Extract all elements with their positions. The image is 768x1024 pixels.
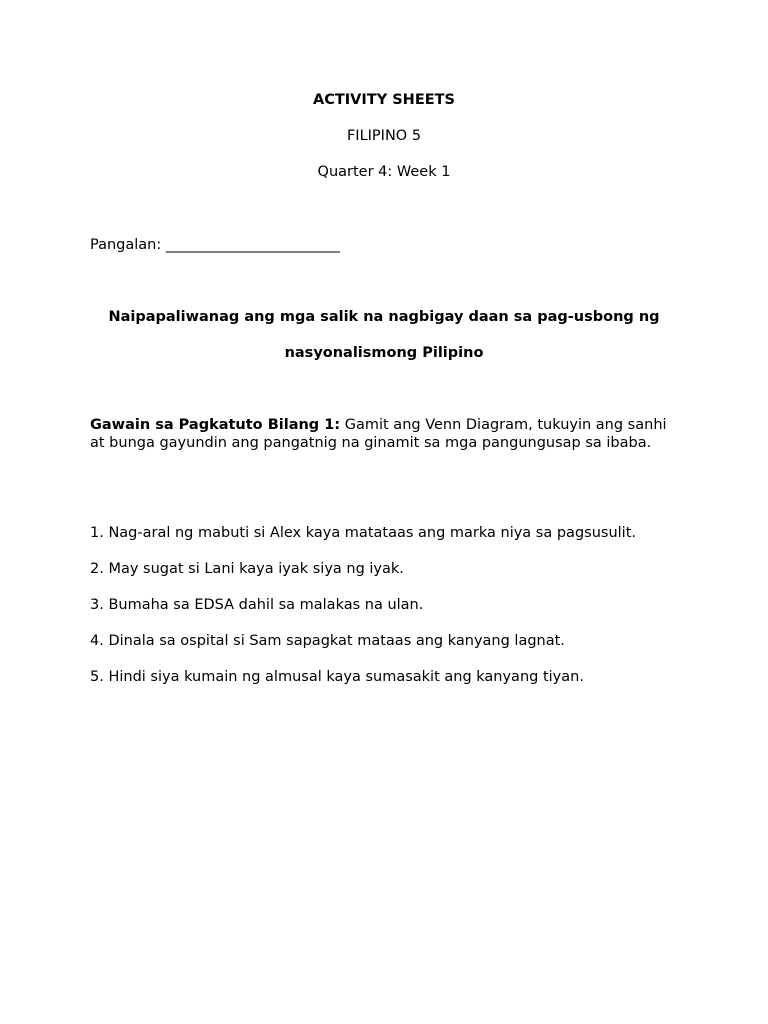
activity-instructions [90, 416, 680, 452]
document-title: ACTIVITY SHEETS [313, 92, 455, 108]
list-item-2: 2. May sugat si Lani kaya iyak siya ng iyak. [90, 561, 404, 577]
activity-text: Gamit ang Venn Diagram, tukuyin ang sanhi at bunga gayundin ang pangatnig na ginamit sa mga pangungusap sa ibaba. [90, 417, 667, 451]
quarter-line: Quarter 4: Week 1 [317, 164, 451, 180]
name-label: Pangalan: [90, 237, 162, 253]
list-item-3: 3. Bumaha sa EDSA dahil sa malakas na ulan. [90, 597, 424, 613]
activity-label: Gawain sa Pagkatuto Bilang 1: [90, 417, 341, 433]
name-blank-line: ________________________ [165, 237, 340, 253]
list-item-1: 1. Nag-aral ng mabuti si Alex kaya matataas ang marka niya sa pagsusulit. [90, 525, 636, 541]
objective-line-1: Naipapaliwanag ang mga salik na nagbigay daan sa pag-usbong ng [108, 309, 660, 325]
name-field [90, 237, 340, 253]
objective-line-2: nasyonalismong Pilipino [284, 345, 484, 361]
list-item-4: 4. Dinala sa ospital si Sam sapagkat mataas ang kanyang lagnat. [90, 633, 565, 649]
list-item-5: 5. Hindi siya kumain ng almusal kaya sumasakit ang kanyang tiyan. [90, 669, 584, 685]
subject-line: FILIPINO 5 [346, 128, 422, 144]
